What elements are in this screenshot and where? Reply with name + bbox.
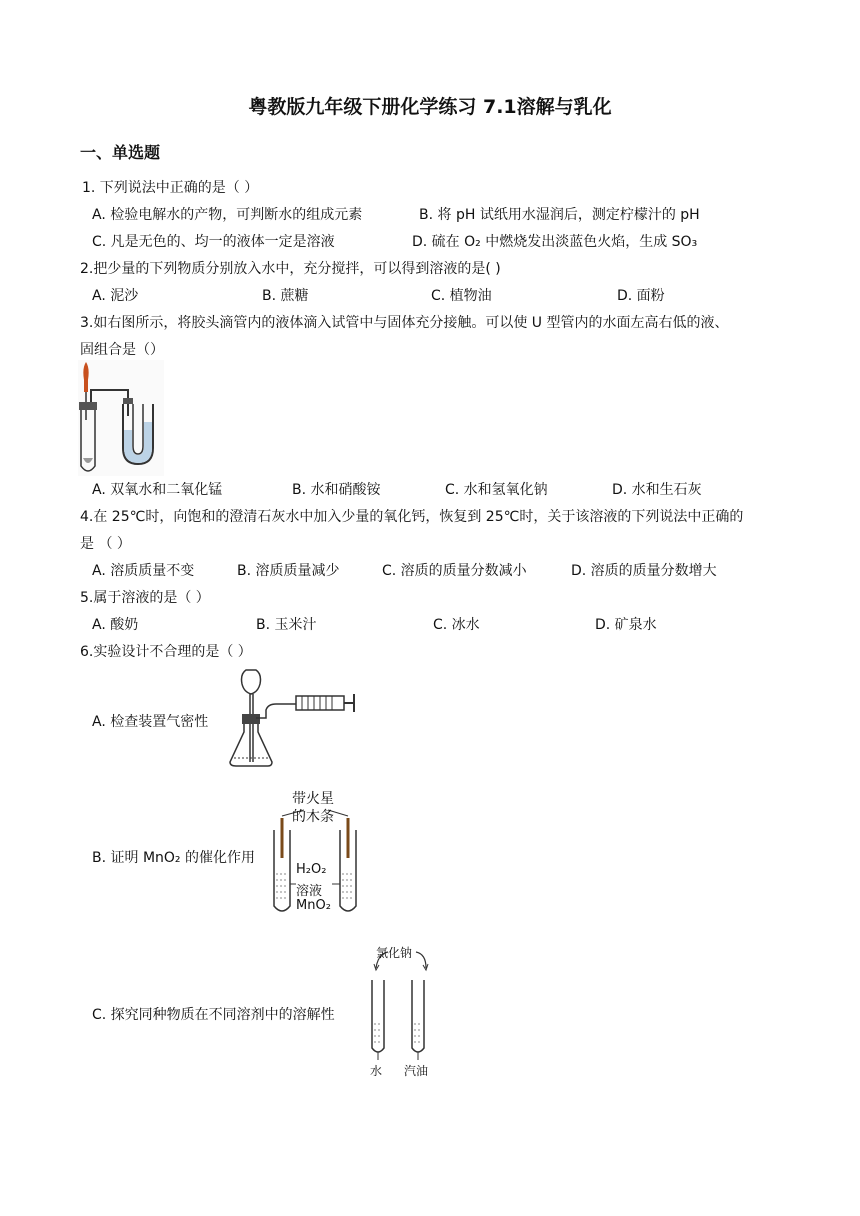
q3-option-a[interactable]: A. 双氧水和二氧化锰 xyxy=(92,482,223,498)
q2-option-d[interactable]: D. 面粉 xyxy=(617,288,665,304)
dropper-bulb xyxy=(83,362,88,392)
question-2-stem: 2.把少量的下列物质分别放入水中，充分搅拌，可以得到溶液的是( ) xyxy=(80,261,501,277)
q5-option-b[interactable]: B. 玉米汁 xyxy=(256,617,317,633)
q4-option-d[interactable]: D. 溶质的质量分数增大 xyxy=(571,563,717,579)
q1-option-b[interactable]: B. 将 pH 试纸用水湿润后，测定柠檬汁的 pH xyxy=(419,207,700,223)
question-5-stem: 5.属于溶液的是（ ） xyxy=(80,590,210,606)
q2-option-c[interactable]: C. 植物油 xyxy=(431,288,492,304)
question-3-stem-line1: 3.如右图所示，将胶头滴管内的液体滴入试管中与固体充分接触。可以使 U 型管内的水面左高右低的液、 xyxy=(80,315,729,331)
q1-option-a[interactable]: A. 检验电解水的产物，可判断水的组成元素 xyxy=(92,207,363,223)
arrow-right xyxy=(416,952,426,968)
figure-b-label-splint-1: 带火星 xyxy=(292,791,334,807)
figure-b-label-solution: 溶液 xyxy=(296,884,323,899)
question-6-stem: 6.实验设计不合理的是（ ） xyxy=(80,644,252,660)
question-4-stem-line1: 4.在 25℃时，向饱和的澄清石灰水中加入少量的氧化钙，恢复到 25℃时，关于该溶液的下列说法中正确的 xyxy=(80,509,744,525)
figure-b-label-mno2: MnO₂ xyxy=(296,898,331,913)
q5-option-a[interactable]: A. 酸奶 xyxy=(92,617,139,633)
page-title: 粤教版九年级下册化学练习 7.1溶解与乳化 xyxy=(248,96,612,118)
section-heading: 一、单选题 xyxy=(80,143,161,162)
q4-option-c[interactable]: C. 溶质的质量分数减小 xyxy=(382,563,527,579)
q1-option-d[interactable]: D. 硫在 O₂ 中燃烧发出淡蓝色火焰，生成 SO₃ xyxy=(412,234,698,250)
figure-c-label-nacl: 氯化钠 xyxy=(376,946,413,960)
q3-option-c[interactable]: C. 水和氢氧化钠 xyxy=(445,482,548,498)
figure-c-label-gasoline: 汽油 xyxy=(404,1064,429,1078)
q6-option-a[interactable]: A. 检查装置气密性 xyxy=(92,714,209,730)
q4-option-a[interactable]: A. 溶质质量不变 xyxy=(92,563,195,579)
figure-b-label-h2o2: H₂O₂ xyxy=(296,862,327,877)
q3-option-d[interactable]: D. 水和生石灰 xyxy=(612,482,702,498)
figure-b-label-splint-2: 的木条 xyxy=(292,809,334,825)
figure-c-label-water: 水 xyxy=(370,1064,383,1078)
q5-option-d[interactable]: D. 矿泉水 xyxy=(595,617,657,633)
q3-option-b[interactable]: B. 水和硝酸铵 xyxy=(292,482,381,498)
test-tube-gasoline xyxy=(412,980,424,1052)
question-1-stem: 1. 下列说法中正确的是（ ） xyxy=(82,180,259,196)
q2-option-b[interactable]: B. 蔗糖 xyxy=(262,288,309,304)
question-3-stem-line2: 固组合是（） xyxy=(80,342,164,358)
q5-option-c[interactable]: C. 冰水 xyxy=(433,617,480,633)
q4-option-b[interactable]: B. 溶质质量减少 xyxy=(237,563,340,579)
q6-option-b[interactable]: B. 证明 MnO₂ 的催化作用 xyxy=(92,850,255,866)
q1-option-c[interactable]: C. 凡是无色的、均一的液体一定是溶液 xyxy=(92,234,335,250)
airtightness-check-figure xyxy=(226,666,366,770)
solubility-experiment-figure xyxy=(362,944,442,1080)
test-tube-water xyxy=(372,980,384,1052)
q2-option-a[interactable]: A. 泥沙 xyxy=(92,288,139,304)
question-4-stem-line2: 是 （ ） xyxy=(80,536,131,552)
catalyst-experiment-figure xyxy=(266,788,362,918)
q6-option-c[interactable]: C. 探究同种物质在不同溶剂中的溶解性 xyxy=(92,1007,335,1023)
u-tube-apparatus-figure xyxy=(78,360,164,476)
